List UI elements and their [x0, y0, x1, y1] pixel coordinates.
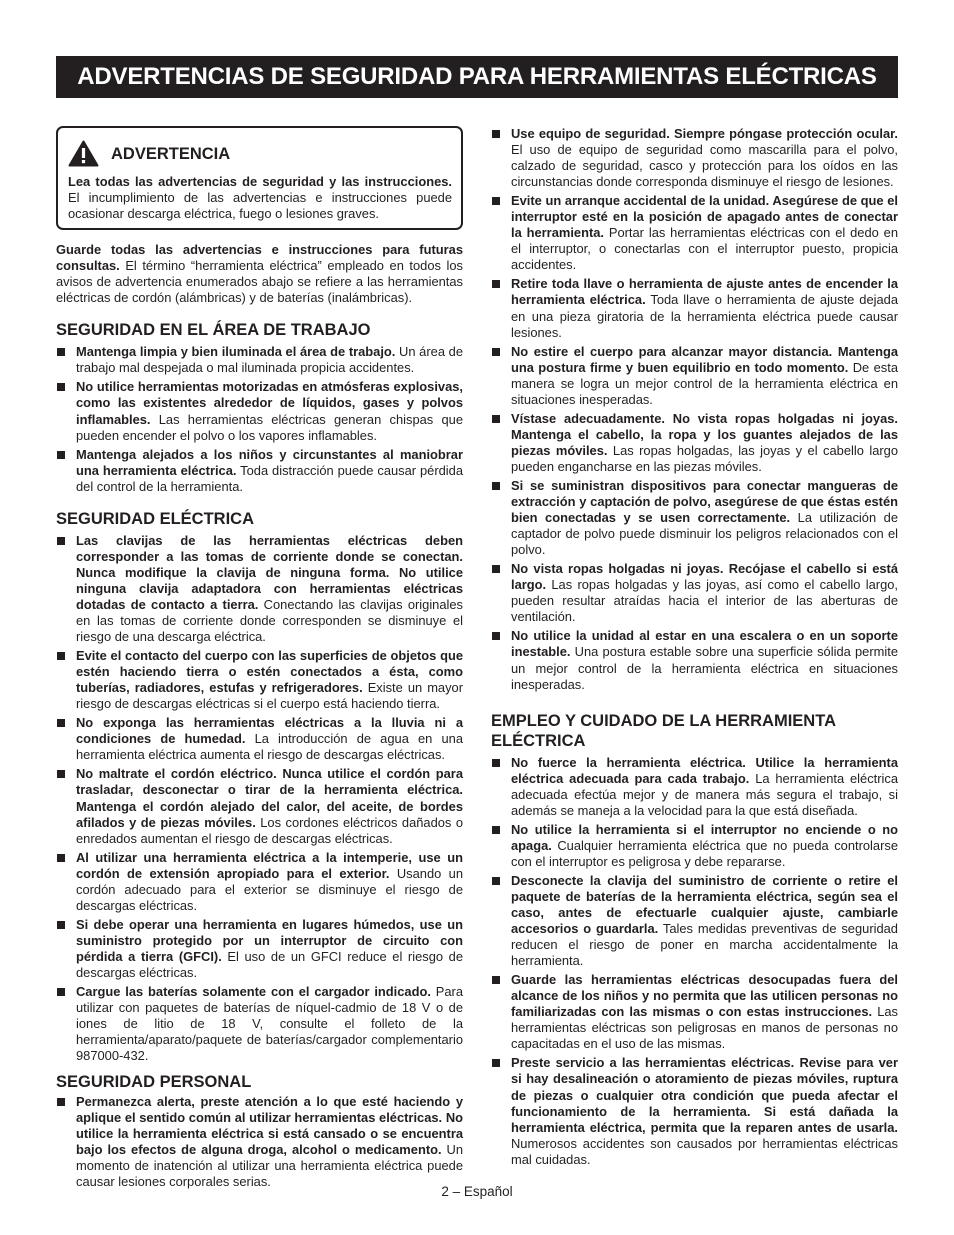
- right-column: [491, 126, 898, 1171]
- item-bold: No exponga las herramientas eléctricas a la lluvia ni a condiciones de humedad.: [76, 715, 463, 747]
- item-text: Usando un cordón adecuado para el exterior se disminuye el riesgo de descargas eléctricas.: [76, 865, 463, 913]
- page-title: ADVERTENCIAS DE SEGURIDAD PARA HERRAMIENTAS ELÉCTRICAS: [56, 56, 898, 98]
- list-item: [491, 126, 898, 190]
- item-bold: No vista ropas holgadas ni joyas. Recójase el cabello si está largo.: [511, 561, 898, 593]
- item-bold: Desconecte la clavija del suministro de corriente o retire el paquete de baterías de la herramienta eléctrica, según sea el caso, antes de efectuarle cualquier ajuste, cambiarle accesorios o guardarla.: [511, 872, 898, 937]
- item-bold: Si debe operar una herramienta en lugares húmedos, use un suministro protegido por un interruptor de circuito con pérdida a tierra (GFCI).: [76, 916, 463, 964]
- item-bold: Las clavijas de las herramientas eléctricas deben corresponder a las tomas de corriente donde se conectan. Nunca modifique la clavija de ninguna forma. No utilice ninguna clavija adaptadora con herramientas eléctricas dotadas de contacto a tierra.: [76, 532, 463, 612]
- item-bold: Use equipo de seguridad. Siempre póngase protección ocular.: [511, 126, 898, 141]
- list-item: [56, 379, 463, 443]
- list-item: [56, 344, 463, 376]
- item-text: Cualquier herramienta eléctrica que no pueda controlarse con el interruptor es peligrosa y debe repararse.: [511, 837, 898, 869]
- item-bold: No utilice la herramienta si el interruptor no enciende o no apaga.: [511, 821, 898, 853]
- item-bold: Evite el contacto del cuerpo con las superficies de objetos que estén haciendo tierra o estén conectados a ésta, como tuberías, radiadores, estufas y refrigeradores.: [76, 648, 463, 696]
- item-text: Una postura estable sobre una superficie sólida permite un mejor control de la herramienta eléctrica en situaciones inesperadas.: [511, 644, 898, 692]
- list-item: [491, 193, 898, 273]
- item-text: Un momento de inatención al utilizar una herramienta eléctrica puede causar lesiones corporales serias.: [76, 1142, 463, 1190]
- item-bold: No fuerce la herramienta eléctrica. Utilice la herramienta eléctrica adecuada para cada trabajo.: [511, 754, 898, 786]
- list-item: [56, 917, 463, 981]
- item-text: Portar las herramientas eléctricas con el dedo en el interruptor, o conectarlas con el interruptor puesto, propicia accidentes.: [511, 225, 898, 273]
- section-list-electrical: [56, 533, 463, 1065]
- item-text: El uso de equipo de seguridad como mascarilla para el polvo, calzado de seguridad, casco y protección para los oídos en las circunstancias donde corresponda disminuye el riesgo de lesiones.: [511, 142, 898, 190]
- item-text: El uso de un GFCI reduce el riesgo de descargas eléctricas.: [76, 948, 463, 980]
- item-bold: No estire el cuerpo para alcanzar mayor distancia. Mantenga una postura firme y buen equilibrio en todo momento.: [511, 343, 898, 375]
- list-item: [491, 561, 898, 625]
- section-heading-use-care: EMPLEO Y CUIDADO DE LA HERRAMIENTA ELÉCTRICA: [491, 711, 836, 750]
- item-bold: Permanezca alerta, preste atención a lo que esté haciendo y aplique el sentido común al utilizar herramientas eléctricas. No utilice la herramienta eléctrica si está cansado o se encuentra bajo los efectos de alguna droga, alcohol o medicamento.: [76, 1094, 463, 1158]
- list-item: [56, 533, 463, 645]
- list-item: [491, 972, 898, 1052]
- section-heading-area: SEGURIDAD EN EL ÁREA DE TRABAJO: [56, 321, 371, 340]
- intro-text: El término “herramienta eléctrica” empleado en todos los avisos de advertencia enumerados abajo se refiere a las herramientas eléctricas de cordón (alámbricas) y de baterías (inalámbricas).: [56, 258, 463, 306]
- warning-box: [56, 126, 463, 230]
- list-item: [491, 1055, 898, 1167]
- list-item: [56, 648, 463, 712]
- item-bold: Evite un arranque accidental de la unidad. Asegúrese de que el interruptor esté en la posición de apagado antes de conectar la herramienta.: [511, 193, 898, 241]
- item-bold: Guarde las herramientas eléctricas desocupadas fuera del alcance de los niños y no permita que las utilicen personas no familiarizadas con las mismas o con estas instrucciones.: [511, 972, 898, 1020]
- section-list-area: [56, 344, 463, 494]
- item-text: De esta manera se logra un mejor control de la herramienta eléctrica en situaciones inesperadas.: [511, 359, 898, 407]
- item-text: La utilización de captador de polvo puede disminuir los peligros relacionados con el polvo.: [511, 510, 899, 558]
- item-bold: Mantenga alejados a los niños y circunstantes al maniobrar una herramienta eléctrica.: [76, 446, 463, 478]
- item-text: Toda distracción puede causar pérdida del control de la herramienta.: [76, 462, 464, 494]
- item-text: Toda llave o herramienta de ajuste dejada en una pieza giratoria de la herramienta eléctrica puede causar lesiones.: [511, 292, 898, 340]
- intro-paragraph: [56, 242, 463, 306]
- item-bold: Retire toda llave o herramienta de ajuste antes de encender la herramienta eléctrica.: [511, 276, 898, 308]
- warning-heading-row: [68, 140, 452, 167]
- item-bold: Vístase adecuadamente. No vista ropas holgadas ni joyas. Mantenga el cabello, la ropa y los guantes alejados de las piezas móviles.: [511, 410, 898, 458]
- page-footer: 2 – Español: [441, 1184, 513, 1199]
- list-item: [56, 850, 463, 914]
- list-item: [491, 344, 898, 408]
- section-list-personal-right: [491, 126, 898, 693]
- section-heading-electrical: SEGURIDAD ELÉCTRICA: [56, 509, 255, 528]
- list-item: [56, 447, 463, 495]
- item-bold: Al utilizar una herramienta eléctrica a la intemperie, use un cordón de extensión apropiado para el exterior.: [76, 849, 463, 881]
- warning-triangle-icon: [68, 140, 99, 167]
- warning-normal: El incumplimiento de las advertencias e instrucciones puede ocasionar descarga eléctrica, fuego o lesiones graves.: [68, 190, 452, 222]
- warning-text: [68, 174, 452, 222]
- list-item: [491, 755, 898, 819]
- item-text: Los cordones eléctricos dañados o enredados aumentan el riesgo de descargas eléctricas.: [76, 814, 463, 846]
- list-item: [56, 984, 463, 1064]
- item-bold: No utilice la unidad al estar en una escalera o en un soporte inestable.: [511, 628, 898, 660]
- list-item: [491, 822, 898, 870]
- left-column: [56, 126, 463, 1194]
- list-item: [491, 478, 898, 558]
- item-text: Existe un mayor riesgo de descargas eléctricas si el cuerpo está haciendo tierra.: [76, 680, 464, 712]
- list-item: [491, 873, 898, 969]
- item-bold: Si se suministran dispositivos para conectar mangueras de extracción y captación de polvo, asegúrese de que éstas estén bien conectadas y se usen correctamente.: [511, 477, 898, 526]
- list-item: [56, 715, 463, 763]
- item-text: Conectando las clavijas originales en las tomas de corriente donde corresponden se disminuye el riesgo de una descarga eléctrica.: [76, 596, 463, 645]
- item-text: La herramienta eléctrica adecuada efectúa mejor y de manera más segura el trabajo, si además se maneja a la velocidad para la que está diseñada.: [511, 770, 899, 818]
- item-bold: No utilice herramientas motorizadas en atmósferas explosivas, como las existentes alrededor de líquidos, gases y polvos inflamables.: [76, 379, 463, 427]
- item-bold: Cargue las baterías solamente con el cargador indicado.: [76, 984, 431, 1000]
- list-item: [491, 276, 898, 340]
- item-text: Un área de trabajo mal despejada o mal iluminada propicia accidentes.: [76, 344, 463, 376]
- list-item: [491, 628, 898, 692]
- item-text: Para utilizar con paquetes de baterías de níquel-cadmio de 18 V o de iones de litio de 18 V, consulte el folleto de la herramienta/aparato/paquete de baterías/cargador complementario 987000-432.: [76, 984, 464, 1064]
- item-bold: No maltrate el cordón eléctrico. Nunca utilice el cordón para trasladar, desconectar o tirar de la herramienta eléctrica. Mantenga el cordón alejado del calor, del aceite, de bordes afilados y de piezas móviles.: [76, 766, 463, 830]
- intro-bold: Guarde todas las advertencias e instrucciones para futuras consultas.: [56, 242, 463, 274]
- list-item: [56, 766, 463, 846]
- item-text: Las herramientas eléctricas generan chispas que pueden encender el polvo o los vapores inflamables.: [76, 411, 463, 443]
- item-text: Las ropas holgadas y las joyas, así como el cabello largo, pueden resultar atraídas hacia el interior de las aberturas de ventilación.: [511, 577, 898, 625]
- item-bold: Preste servicio a las herramientas eléctricas. Revise para ver si hay desalineación o atoramiento de piezas móviles, ruptura de piezas o cualquier otra condición que pueda afectar el funcionamiento de la herramienta. Si está dañada la herramienta eléctrica, permita que la reparen antes de usarla.: [511, 1055, 898, 1135]
- list-item: [491, 411, 898, 475]
- warning-bold: Lea todas las advertencias de seguridad y las instrucciones.: [68, 174, 452, 189]
- item-text: Numerosos accidentes son causados por herramientas eléctricas mal cuidadas.: [511, 1135, 898, 1167]
- item-text: Las ropas holgadas, las joyas y el cabello largo pueden engancharse en las piezas móviles.: [511, 442, 899, 474]
- item-text: Las herramientas eléctricas son peligrosas en manos de personas no capacitadas en el uso de las mismas.: [511, 1004, 898, 1052]
- list-item: [56, 1094, 463, 1190]
- section-heading-personal: SEGURIDAD PERSONAL: [56, 1073, 252, 1092]
- item-bold: Mantenga limpia y bien iluminada el área de trabajo.: [76, 344, 396, 360]
- item-text: La introducción de agua en una herramienta eléctrica aumenta el riesgo de descargas eléctricas.: [76, 731, 463, 763]
- warning-heading: ADVERTENCIA: [111, 144, 231, 163]
- item-text: Tales medidas preventivas de seguridad reducen el riesgo de poner en marcha accidentalmente la herramienta.: [511, 921, 898, 969]
- section-list-personal-left: [56, 1094, 463, 1190]
- section-list-use-care: [491, 755, 898, 1168]
